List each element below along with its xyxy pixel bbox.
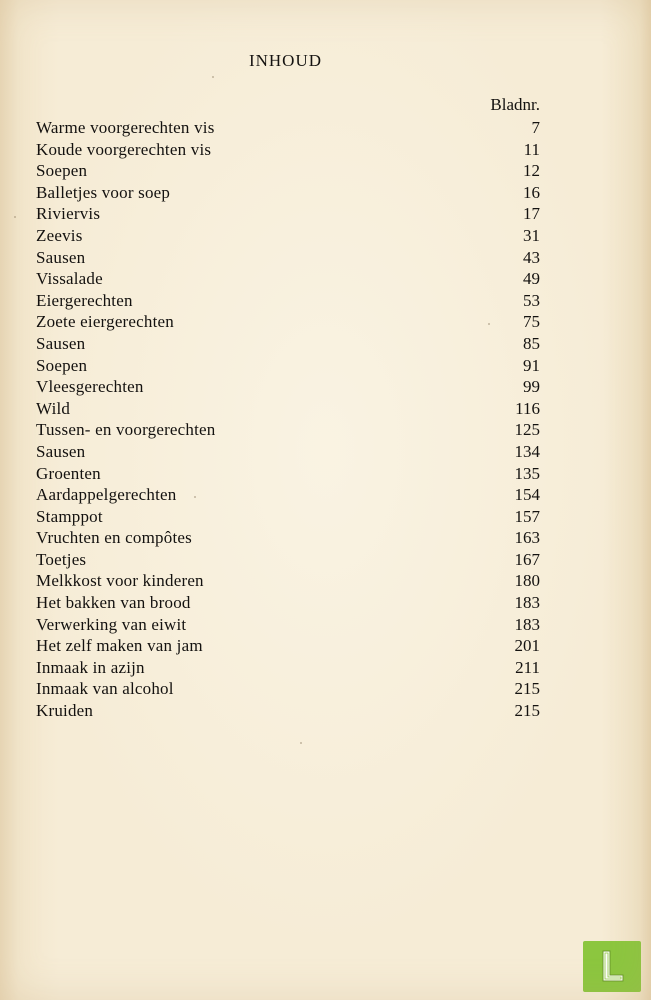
toc-entry — [36, 506, 540, 528]
toc-entry-title: Eiergerechten — [36, 290, 133, 310]
toc-entry-title: Het zelf maken van jam — [36, 636, 203, 656]
toc-entry-title: Verwerking van eiwit — [36, 614, 187, 634]
toc-entry — [36, 463, 540, 485]
toc-entry — [36, 484, 540, 506]
toc-entry-page: 99 — [523, 377, 540, 397]
toc-entry-page: 85 — [523, 333, 540, 353]
toc-entry-page: 16 — [523, 182, 540, 202]
toc-entry — [36, 290, 540, 312]
toc-entry — [36, 139, 540, 161]
toc-entry-page: 163 — [514, 528, 540, 548]
toc-entry-title: Zeevis — [36, 225, 83, 245]
toc-entry-page: 31 — [523, 225, 540, 245]
l-logo-glyph — [583, 941, 641, 992]
toc-entry-title: Toetjes — [36, 549, 87, 569]
toc-entry-page: 91 — [523, 355, 540, 375]
paper-speck — [300, 742, 302, 744]
toc-entry-title: Zoete eiergerechten — [36, 312, 174, 332]
toc-entry — [36, 117, 540, 139]
toc-entry-title: Vleesgerechten — [36, 377, 144, 397]
toc-entry-title: Warme voorgerechten vis — [36, 118, 215, 137]
toc-entry-page: 211 — [515, 657, 540, 677]
toc-entry-title: Soepen — [36, 161, 88, 181]
toc-entry — [36, 419, 540, 441]
toc-entry-page: 17 — [523, 204, 540, 224]
paper-speck — [488, 323, 490, 325]
toc-entry — [36, 333, 540, 355]
toc-entry — [36, 635, 540, 657]
toc-entry-page: 157 — [514, 506, 540, 526]
toc-entry-page: 134 — [514, 441, 540, 461]
toc-entry-page: 75 — [523, 312, 540, 332]
toc-entry-page: 11 — [523, 139, 540, 159]
toc-entry-title: Groenten — [36, 463, 101, 483]
toc-entry — [36, 678, 540, 700]
toc-entry — [36, 355, 540, 377]
toc-entry-title: Sausen — [36, 441, 86, 461]
toc-entry — [36, 441, 540, 463]
toc-entry-title: Aardappelgerechten — [36, 485, 177, 505]
toc-entry-page: 53 — [523, 290, 540, 310]
paper-speck — [14, 216, 16, 218]
toc-entry-title: Het bakken van brood — [36, 593, 191, 613]
toc-entry-title: Sausen — [36, 247, 86, 267]
toc-entry-page: 116 — [515, 398, 540, 418]
toc-entry — [36, 657, 540, 679]
toc-entry — [36, 182, 540, 204]
toc-entry-page: 49 — [523, 269, 540, 289]
toc-entry-title: Inmaak in azijn — [36, 657, 145, 677]
toc-entry-page: 135 — [514, 463, 540, 483]
toc-entry-page: 180 — [514, 571, 540, 591]
toc-entry — [36, 592, 540, 614]
toc-entry — [36, 376, 540, 398]
toc-entry — [36, 268, 540, 290]
toc-entry-page: 167 — [514, 549, 540, 569]
toc-entry-title: Sausen — [36, 333, 86, 353]
toc-entry-page: 12 — [523, 161, 540, 181]
toc-entry-title: Stamppot — [36, 506, 103, 526]
toc-entry-title: Koude voorgerechten vis — [36, 139, 212, 159]
toc-entry — [36, 225, 540, 247]
toc-entry — [36, 160, 540, 182]
table-of-contents — [36, 117, 540, 722]
page-title: INHOUD — [248, 51, 323, 70]
toc-entry-title: Melkkost voor kinderen — [36, 571, 204, 591]
toc-entry-page: 201 — [514, 636, 540, 656]
toc-entry-page: 7 — [531, 118, 540, 137]
toc-entry-page: 215 — [514, 701, 540, 721]
toc-entry — [36, 570, 540, 592]
toc-entry-title: Vissalade — [36, 269, 103, 289]
toc-entry — [36, 203, 540, 225]
toc-entry-title: Inmaak van alcohol — [36, 679, 174, 699]
toc-entry — [36, 549, 540, 571]
toc-entry-title: Balletjes voor soep — [36, 182, 171, 202]
toc-entry — [36, 527, 540, 549]
paper-speck — [194, 496, 196, 498]
toc-entry — [36, 311, 540, 333]
toc-entry-page: 154 — [514, 485, 540, 505]
toc-entry — [36, 247, 540, 269]
toc-entry-page: 183 — [514, 614, 540, 634]
toc-entry-page: 183 — [514, 593, 540, 613]
toc-entry — [36, 700, 540, 722]
toc-entry-page: 125 — [514, 420, 540, 440]
toc-entry-title: Riviervis — [36, 204, 101, 224]
page-number-column-header: Bladnr. — [490, 95, 540, 114]
toc-entry-title: Tussen- en voorgerechten — [36, 420, 216, 440]
toc-entry — [36, 398, 540, 420]
toc-entry-page: 215 — [514, 679, 540, 699]
toc-entry-title: Kruiden — [36, 701, 94, 721]
toc-entry — [36, 614, 540, 636]
toc-entry-title: Vruchten en compôtes — [36, 528, 192, 548]
paper-speck — [212, 76, 214, 78]
l-logo-icon — [583, 941, 641, 992]
toc-entry-page: 43 — [523, 247, 540, 267]
toc-entry-title: Soepen — [36, 355, 88, 375]
toc-entry-title: Wild — [36, 398, 71, 418]
